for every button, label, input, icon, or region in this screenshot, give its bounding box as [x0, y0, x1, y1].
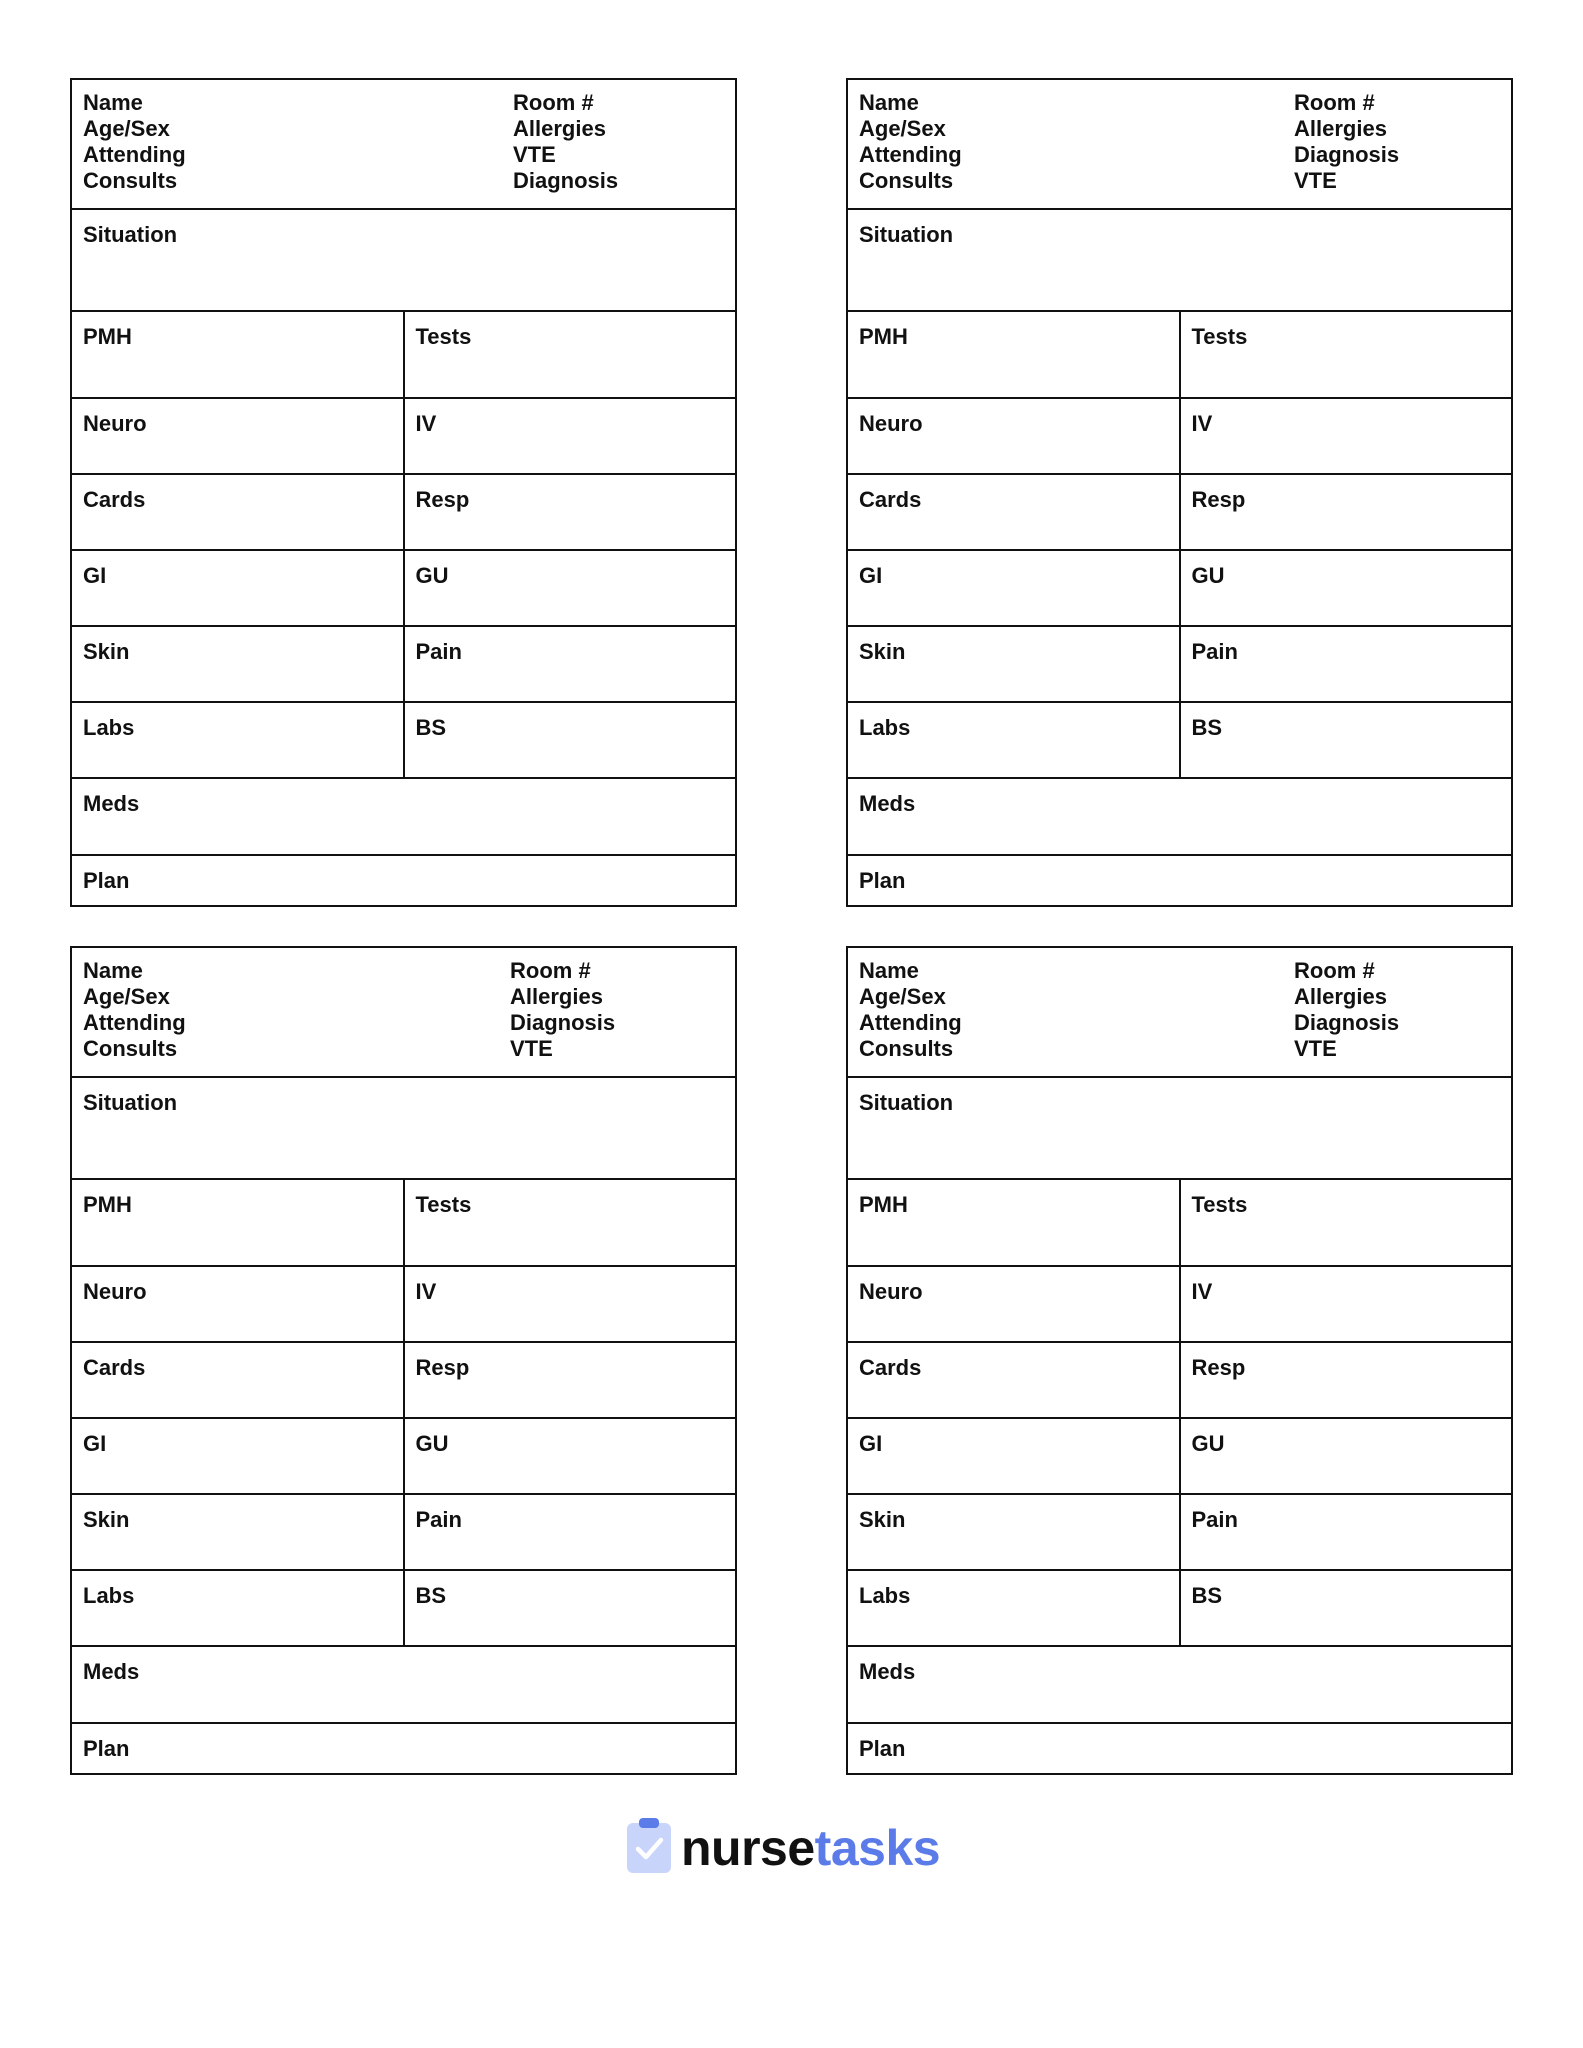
assessment-row [72, 625, 735, 701]
neuro-label: Neuro [83, 1279, 147, 1304]
skin-field[interactable] [72, 627, 403, 701]
resp-field[interactable] [403, 1343, 736, 1417]
assessment-row [72, 701, 735, 777]
resp-label: Resp [415, 1355, 470, 1380]
header-field-label: Allergies [513, 116, 606, 141]
assessment-row [72, 549, 735, 625]
header-field-label: Name [83, 958, 143, 983]
header-field-label: Attending [859, 1010, 962, 1035]
header-field-label: Room # [510, 958, 591, 983]
pain-label: Pain [415, 1507, 462, 1532]
situation-row [848, 208, 1511, 310]
iv-field[interactable] [1179, 399, 1512, 473]
plan-label: Plan [859, 868, 906, 893]
situation-field[interactable] [848, 210, 1511, 310]
meds-row [72, 777, 735, 854]
header-field-label: Name [83, 90, 143, 115]
meds-row [72, 1645, 735, 1722]
assessment-row [848, 310, 1511, 397]
header-field-label: Allergies [1294, 116, 1387, 141]
header-field-label: VTE [1294, 168, 1337, 193]
card-header [72, 948, 735, 1076]
gu-field[interactable] [1179, 1419, 1512, 1493]
gu-field[interactable] [1179, 551, 1512, 625]
bs-field[interactable] [403, 703, 736, 777]
cards-label: Cards [83, 1355, 146, 1380]
assessment-row [848, 1569, 1511, 1645]
card-header [72, 80, 735, 208]
header-right-fields [1294, 90, 1399, 198]
meds-label: Meds [859, 791, 916, 816]
header-field-label: VTE [513, 142, 556, 167]
labs-label: Labs [83, 715, 135, 740]
header-field-label: Attending [83, 1010, 186, 1035]
iv-label: IV [415, 411, 437, 436]
logo-wordmark-part1: nurse [681, 1819, 815, 1876]
pain-label: Pain [1191, 639, 1238, 664]
assessment-row [848, 625, 1511, 701]
header-field-label: Diagnosis [513, 168, 619, 193]
header-field-label: Allergies [510, 984, 603, 1009]
assessment-row [848, 1493, 1511, 1569]
skin-field[interactable] [848, 627, 1179, 701]
header-field-label: Diagnosis [1294, 142, 1400, 167]
plan-field[interactable] [848, 1724, 1511, 1773]
pain-label: Pain [1191, 1507, 1238, 1532]
cards-field[interactable] [72, 475, 403, 549]
gu-label: GU [1191, 1431, 1225, 1456]
plan-row [72, 854, 735, 905]
neuro-field[interactable] [72, 1267, 403, 1341]
card-header [848, 80, 1511, 208]
assessment-row [72, 1178, 735, 1265]
meds-label: Meds [859, 1659, 916, 1684]
tests-field[interactable] [403, 312, 736, 397]
plan-field[interactable] [72, 1724, 735, 1773]
header-field-label: Allergies [1294, 984, 1387, 1009]
header-field-label: Age/Sex [83, 984, 170, 1009]
header-field-label: Room # [513, 90, 594, 115]
plan-label: Plan [83, 1736, 130, 1761]
labs-label: Labs [859, 1583, 911, 1608]
header-field-label: Consults [859, 1036, 954, 1061]
labs-field[interactable] [848, 703, 1179, 777]
patient-report-card [70, 946, 737, 1775]
gi-field[interactable] [848, 551, 1179, 625]
resp-label: Resp [1191, 487, 1246, 512]
assessment-row [848, 549, 1511, 625]
gi-label: GI [83, 1431, 107, 1456]
meds-row [848, 777, 1511, 854]
bs-label: BS [415, 1583, 447, 1608]
pmh-field[interactable] [72, 312, 403, 397]
iv-label: IV [1191, 411, 1213, 436]
clipboard-check-icon [625, 1816, 673, 1879]
labs-field[interactable] [848, 1571, 1179, 1645]
meds-label: Meds [83, 791, 140, 816]
header-field-label: Consults [859, 168, 954, 193]
skin-label: Skin [83, 1507, 130, 1532]
gu-label: GU [1191, 563, 1225, 588]
pain-field[interactable] [1179, 627, 1512, 701]
assessment-row [72, 1493, 735, 1569]
meds-field[interactable] [848, 1647, 1511, 1722]
header-field-label: Attending [859, 142, 962, 167]
gi-label: GI [859, 563, 883, 588]
bs-label: BS [415, 715, 447, 740]
bs-label: BS [1191, 715, 1223, 740]
iv-field[interactable] [1179, 1267, 1512, 1341]
header-right-fields [1294, 958, 1399, 1066]
assessment-row [72, 310, 735, 397]
gi-field[interactable] [848, 1419, 1179, 1493]
meds-row [848, 1645, 1511, 1722]
patient-report-card [846, 946, 1513, 1775]
labs-label: Labs [83, 1583, 135, 1608]
header-field-label: Name [859, 958, 919, 983]
neuro-field[interactable] [848, 1267, 1179, 1341]
plan-row [72, 1722, 735, 1773]
gu-label: GU [415, 1431, 449, 1456]
meds-label: Meds [83, 1659, 140, 1684]
cards-field[interactable] [848, 475, 1179, 549]
resp-label: Resp [415, 487, 470, 512]
assessment-row [72, 473, 735, 549]
header-field-label: Consults [83, 168, 178, 193]
iv-field[interactable] [403, 1267, 736, 1341]
labs-label: Labs [859, 715, 911, 740]
pmh-label: PMH [859, 1192, 908, 1217]
plan-row [848, 854, 1511, 905]
tests-label: Tests [1191, 324, 1248, 349]
assessment-row [848, 701, 1511, 777]
nursetasks-logo [625, 1816, 940, 1879]
skin-label: Skin [83, 639, 130, 664]
situation-row [848, 1076, 1511, 1178]
header-field-label: Room # [1294, 90, 1375, 115]
pain-field[interactable] [403, 627, 736, 701]
bs-field[interactable] [403, 1571, 736, 1645]
neuro-label: Neuro [859, 1279, 923, 1304]
situation-row [72, 1076, 735, 1178]
assessment-row [848, 397, 1511, 473]
patient-report-card [70, 78, 737, 907]
assessment-row [848, 1265, 1511, 1341]
header-field-label: Age/Sex [859, 116, 946, 141]
header-field-label: Age/Sex [859, 984, 946, 1009]
resp-field[interactable] [403, 475, 736, 549]
logo-wordmark-part2: tasks [814, 1819, 941, 1876]
header-left-fields [83, 90, 513, 198]
pain-field[interactable] [403, 1495, 736, 1569]
assessment-row [72, 1569, 735, 1645]
assessment-row [848, 1417, 1511, 1493]
neuro-field[interactable] [72, 399, 403, 473]
header-field-label: Diagnosis [1294, 1010, 1400, 1035]
pain-label: Pain [415, 639, 462, 664]
header-field-label: VTE [510, 1036, 553, 1061]
header-left-fields [859, 958, 1294, 1066]
bs-field[interactable] [1179, 1571, 1512, 1645]
header-left-fields [859, 90, 1294, 198]
header-field-label: Attending [83, 142, 186, 167]
neuro-label: Neuro [859, 411, 923, 436]
assessment-row [72, 1341, 735, 1417]
meds-field[interactable] [72, 1647, 735, 1722]
plan-field[interactable] [848, 856, 1511, 905]
header-field-label: Consults [83, 1036, 178, 1061]
header-field-label: VTE [1294, 1036, 1337, 1061]
cards-field[interactable] [72, 1343, 403, 1417]
plan-label: Plan [859, 1736, 906, 1761]
header-field-label: Diagnosis [510, 1010, 616, 1035]
tests-field[interactable] [403, 1180, 736, 1265]
cards-label: Cards [83, 487, 146, 512]
plan-label: Plan [83, 868, 130, 893]
neuro-field[interactable] [848, 399, 1179, 473]
situation-label: Situation [83, 222, 178, 247]
plan-row [848, 1722, 1511, 1773]
iv-label: IV [1191, 1279, 1213, 1304]
resp-field[interactable] [1179, 1343, 1512, 1417]
tests-label: Tests [415, 324, 472, 349]
logo-wordmark [681, 1820, 940, 1876]
pmh-field[interactable] [848, 312, 1179, 397]
card-header [848, 948, 1511, 1076]
assessment-row [848, 473, 1511, 549]
situation-field[interactable] [72, 210, 735, 310]
gi-field[interactable] [72, 1419, 403, 1493]
cards-field[interactable] [848, 1343, 1179, 1417]
tests-label: Tests [415, 1192, 472, 1217]
header-right-fields [513, 90, 618, 198]
header-field-label: Room # [1294, 958, 1375, 983]
gi-field[interactable] [72, 551, 403, 625]
patient-report-card [846, 78, 1513, 907]
gi-label: GI [83, 563, 107, 588]
gu-field[interactable] [403, 551, 736, 625]
pain-field[interactable] [1179, 1495, 1512, 1569]
gi-label: GI [859, 1431, 883, 1456]
header-field-label: Name [859, 90, 919, 115]
cards-label: Cards [859, 487, 922, 512]
bs-field[interactable] [1179, 703, 1512, 777]
tests-field[interactable] [1179, 312, 1512, 397]
situation-label: Situation [83, 1090, 178, 1115]
resp-label: Resp [1191, 1355, 1246, 1380]
skin-label: Skin [859, 1507, 906, 1532]
assessment-row [848, 1178, 1511, 1265]
tests-label: Tests [1191, 1192, 1248, 1217]
pmh-field[interactable] [848, 1180, 1179, 1265]
cards-label: Cards [859, 1355, 922, 1380]
meds-field[interactable] [72, 779, 735, 854]
pmh-field[interactable] [72, 1180, 403, 1265]
situation-field[interactable] [848, 1078, 1511, 1178]
skin-label: Skin [859, 639, 906, 664]
meds-field[interactable] [848, 779, 1511, 854]
pmh-label: PMH [859, 324, 908, 349]
assessment-row [848, 1341, 1511, 1417]
iv-label: IV [415, 1279, 437, 1304]
assessment-row [72, 397, 735, 473]
neuro-label: Neuro [83, 411, 147, 436]
labs-field[interactable] [72, 1571, 403, 1645]
situation-label: Situation [859, 1090, 954, 1115]
pmh-label: PMH [83, 1192, 132, 1217]
header-field-label: Age/Sex [83, 116, 170, 141]
plan-field[interactable] [72, 856, 735, 905]
skin-field[interactable] [72, 1495, 403, 1569]
iv-field[interactable] [403, 399, 736, 473]
assessment-row [72, 1417, 735, 1493]
gu-label: GU [415, 563, 449, 588]
resp-field[interactable] [1179, 475, 1512, 549]
labs-field[interactable] [72, 703, 403, 777]
pmh-label: PMH [83, 324, 132, 349]
assessment-row [72, 1265, 735, 1341]
header-left-fields [83, 958, 510, 1066]
situation-label: Situation [859, 222, 954, 247]
header-right-fields [510, 958, 615, 1066]
gu-field[interactable] [403, 1419, 736, 1493]
tests-field[interactable] [1179, 1180, 1512, 1265]
situation-row [72, 208, 735, 310]
situation-field[interactable] [72, 1078, 735, 1178]
skin-field[interactable] [848, 1495, 1179, 1569]
bs-label: BS [1191, 1583, 1223, 1608]
